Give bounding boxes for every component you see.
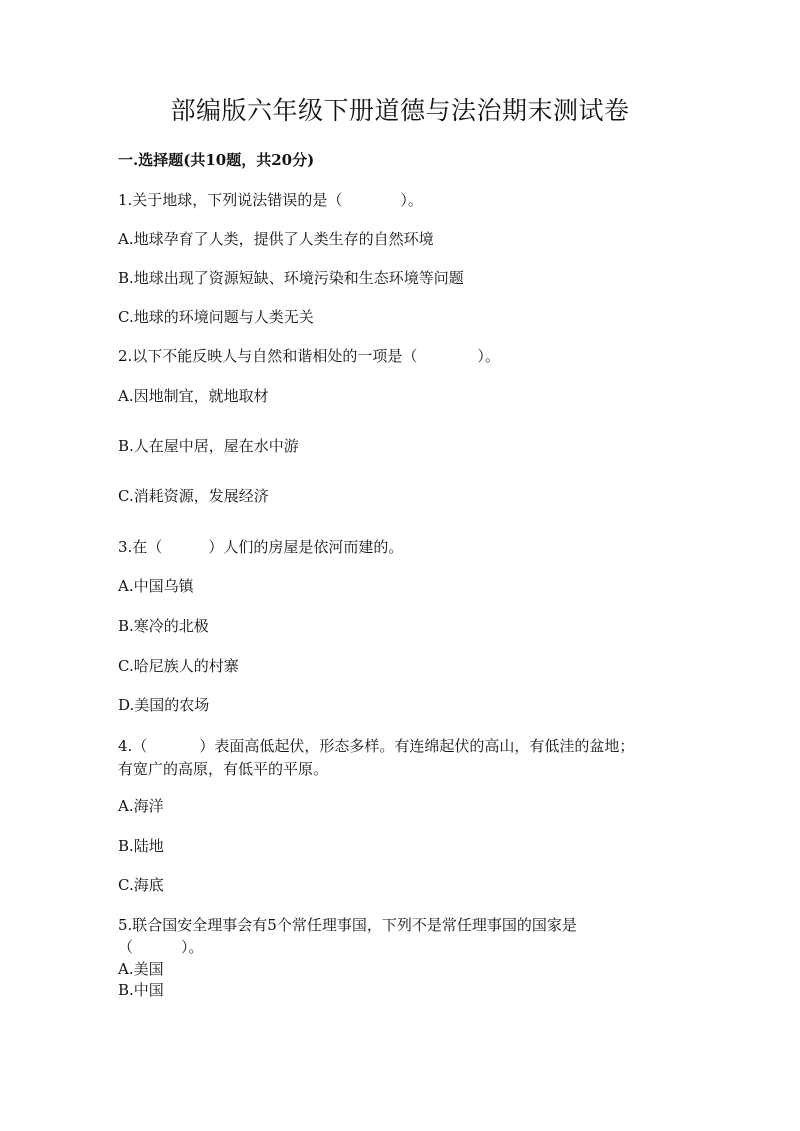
page-title: 部编版六年级下册道德与法治期末测试卷 bbox=[170, 96, 630, 125]
question-2-stem-after: ）。 bbox=[477, 347, 500, 365]
question-5-stem-before: （ bbox=[118, 938, 134, 956]
question-3-stem-before: 3.在（ bbox=[118, 538, 163, 556]
question-2-option-a: A.因地制宜，就地取材 bbox=[118, 387, 269, 405]
question-1-stem bbox=[118, 190, 423, 210]
section-heading: 一.选择题(共10题，共20分) bbox=[118, 151, 315, 169]
question-2-stem-before: 2.以下不能反映人与自然和谐相处的一项是（ bbox=[118, 347, 418, 365]
question-5-stem: 5.联合国安全理事会有5个常任理事国，下列不是常任理事国的国家是 bbox=[118, 916, 577, 934]
question-1-option-a: A.地球孕育了人类，提供了人类生存的自然环境 bbox=[118, 230, 434, 248]
question-3-option-c: C.哈尼族人的村寨 bbox=[118, 657, 239, 675]
question-4-option-c: C.海底 bbox=[118, 876, 164, 894]
question-4-stem-before: 4.（ bbox=[118, 737, 148, 755]
question-5-option-a: A.美国 bbox=[118, 960, 164, 978]
question-2-stem bbox=[118, 346, 500, 366]
question-1-stem-before: 1.关于地球，下列说法错误的是（ bbox=[118, 191, 343, 209]
question-4-stem-after: ）表面高低起伏，形态多样。有连绵起伏的高山，有低洼的盆地； bbox=[199, 737, 635, 755]
question-1-option-b: B.地球出现了资源短缺、环境污染和生态环境等问题 bbox=[118, 269, 464, 287]
question-1-option-c: C.地球的环境问题与人类无关 bbox=[118, 308, 314, 326]
question-1-stem-after: ）。 bbox=[400, 191, 423, 209]
question-3-stem-after: ）人们的房屋是依河而建的。 bbox=[208, 538, 404, 556]
question-4-stem bbox=[118, 736, 634, 756]
question-2-option-c: C.消耗资源，发展经济 bbox=[118, 487, 269, 505]
question-4-stem-line2: 有宽广的高原，有低平的平原。 bbox=[118, 760, 329, 778]
question-3-stem bbox=[118, 537, 403, 557]
question-5-stem-after: ）。 bbox=[181, 938, 204, 956]
question-4-option-a: A.海洋 bbox=[118, 797, 164, 815]
question-3-option-d: D.美国的农场 bbox=[118, 696, 210, 714]
question-3-option-a: A.中国乌镇 bbox=[118, 577, 194, 595]
question-5-option-b: B.中国 bbox=[118, 981, 164, 999]
question-5-stem-line2 bbox=[118, 937, 204, 957]
question-4-option-b: B.陆地 bbox=[118, 837, 164, 855]
question-3-option-b: B.寒冷的北极 bbox=[118, 617, 209, 635]
question-2-option-b: B.人在屋中居，屋在水中游 bbox=[118, 437, 299, 455]
